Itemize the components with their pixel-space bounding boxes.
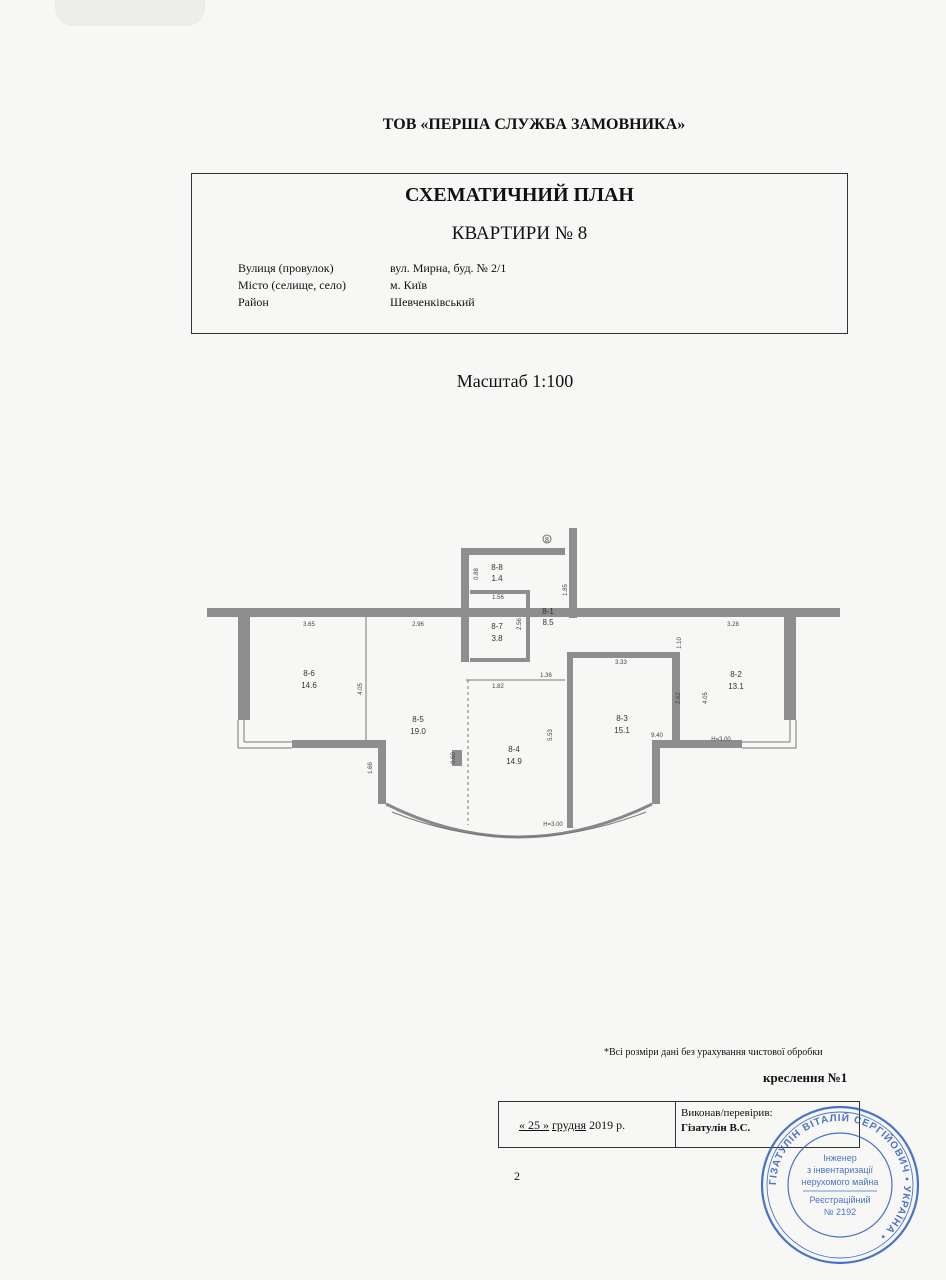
dimension-label: 1.56 <box>492 595 504 601</box>
date-cell <box>499 1102 676 1147</box>
floor-plan <box>200 520 840 850</box>
room-8-7-area: 3.8 <box>491 634 503 643</box>
room-8-6-area: 14.6 <box>301 681 317 690</box>
street-value: вул. Мирна, буд. № 2/1 <box>390 261 507 275</box>
stamp-line: Реєстраційний <box>809 1195 871 1205</box>
room-8-1-id: 8-1 <box>542 607 554 616</box>
dimension-label: 1.82 <box>492 684 504 690</box>
room-8-8-id: 8-8 <box>491 563 503 572</box>
city-label: Місто (селище, село) <box>238 278 346 292</box>
room-8-1-area: 8.5 <box>542 618 554 627</box>
street-label: Вулиця (провулок) <box>238 261 334 275</box>
dimension-label: 5.53 <box>548 729 554 741</box>
executor-label: Виконав/перевірив: <box>681 1107 773 1119</box>
title-box <box>191 173 848 334</box>
dimension-label: 4.05 <box>703 692 709 704</box>
room-8-2-area: 13.1 <box>728 682 744 691</box>
dimension-label: 4.05 <box>358 683 364 695</box>
signature-date <box>519 1118 625 1133</box>
plan-title: СХЕМАТИЧНИЙ ПЛАН <box>405 184 634 206</box>
sheet-label: креслення №1 <box>763 1070 848 1085</box>
dimension-label: 1.36 <box>540 673 552 679</box>
district-label: Район <box>238 295 269 309</box>
stamp-line: нерухомого майна <box>801 1177 879 1187</box>
city-value: м. Київ <box>390 278 428 292</box>
dimension-label: 1.66 <box>368 762 374 774</box>
organization-name: ТОВ «ПЕРША СЛУЖБА ЗАМОВНИКА» <box>382 116 686 133</box>
plan-thin-lines <box>238 617 796 837</box>
date-day: « 25 » <box>519 1118 549 1132</box>
dimension-label: 3.28 <box>727 622 739 628</box>
height-label: Н=3.00 <box>711 737 731 743</box>
dimension-label: 0.60 <box>451 752 457 764</box>
plan-walls <box>207 528 840 828</box>
date-year: 2019 р. <box>589 1118 626 1132</box>
dimension-label: 2.96 <box>412 622 424 628</box>
official-stamp <box>758 1103 922 1267</box>
executor-name: Гізатулін В.С. <box>681 1122 751 1134</box>
dimension-label: 3.65 <box>303 622 315 628</box>
room-8-8-area: 1.4 <box>491 574 503 583</box>
stamp-line: з інвентаризації <box>806 1165 874 1175</box>
room-8-6-id: 8-6 <box>303 669 315 678</box>
dimension-label: 2.56 <box>517 618 523 630</box>
room-8-7-id: 8-7 <box>491 622 503 631</box>
dimension-label: 3.33 <box>615 660 627 666</box>
room-8-5-id: 8-5 <box>412 715 424 724</box>
dimensions-note: *Всі розміри дані без урахування чистової обробки <box>604 1047 823 1058</box>
height-label: Н=3.00 <box>543 822 563 828</box>
room-8-4-area: 14.9 <box>506 757 522 766</box>
date-month: грудня <box>552 1118 587 1132</box>
district-value: Шевченківський <box>390 295 475 309</box>
room-8-3-id: 8-3 <box>616 714 628 723</box>
page-edge-shadow <box>55 0 205 26</box>
room-8-5-area: 19.0 <box>410 727 426 736</box>
dimension-label: 2.62 <box>676 692 682 704</box>
stamp-line: Інженер <box>823 1153 857 1163</box>
scale-label: Масштаб 1:100 <box>456 371 574 391</box>
stamp-ring-text: ГІЗАТУЛІН ВІТАЛІЙ СЕРГІЙОВИЧ • УКРАЇНА • <box>767 1112 913 1242</box>
dimension-label: 0.88 <box>474 568 480 580</box>
dimension-label: 9.40 <box>651 733 663 739</box>
room-8-4-id: 8-4 <box>508 745 520 754</box>
stamp-line: № 2192 <box>823 1207 857 1217</box>
room-8-3-area: 15.1 <box>614 726 630 735</box>
entrance-marker: 8 <box>545 537 549 544</box>
dimension-label: 1.10 <box>677 637 683 649</box>
page-number: 2 <box>514 1169 520 1183</box>
plan-subtitle: КВАРТИРИ № 8 <box>451 223 588 244</box>
room-8-2-id: 8-2 <box>730 670 742 679</box>
dimension-label: 1.85 <box>563 584 569 596</box>
